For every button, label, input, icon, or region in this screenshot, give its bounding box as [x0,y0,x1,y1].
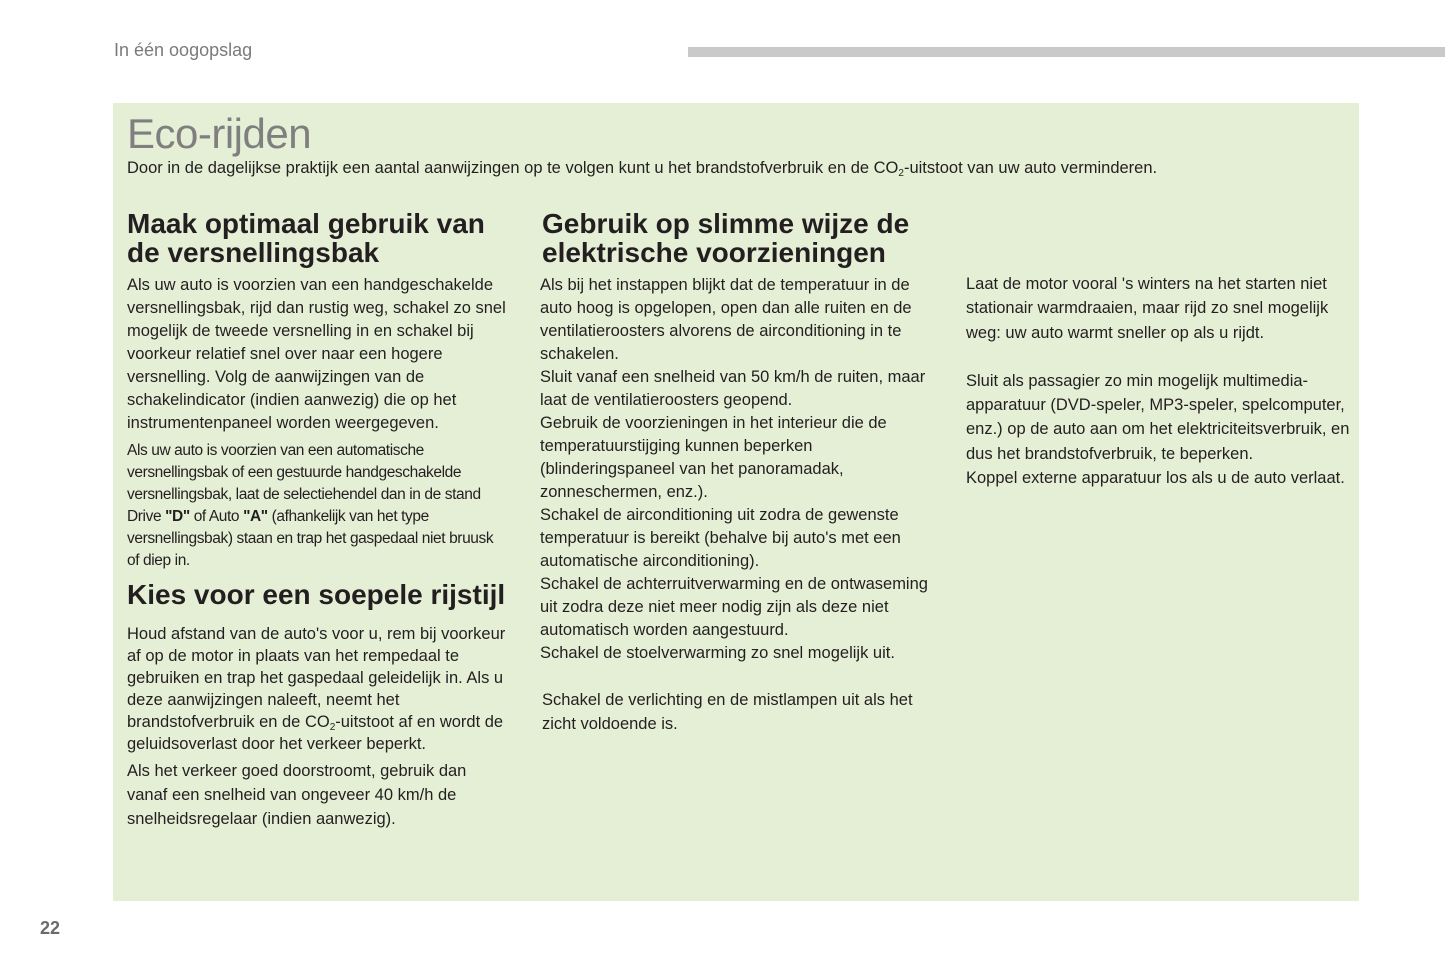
paragraph-engine-warmup: Laat de motor vooral 's winters na het starten niet stationair warmdraaien, maar rijd zo snel mogelijk weg: uw auto warmt sneller op als u rijdt. [966,275,1329,342]
paragraph-manual-gearbox: Als uw auto is voorzien van een handgeschakelde versnellingsbak, rijd dan rustig weg, schakel zo snel mogelijk de tweede versnelling in en schakel bij voorkeur relatief snel over naar een hogere versnelling. Volg de aanwijzingen van de schakelindicator (indien aanwezig) die op het instrumentenpaneel worden weergegeven. [127,276,506,432]
column-electrical [540,209,940,736]
drive-mode-d: "D" [165,508,190,525]
paragraph-rear-heating: Schakel de achterruitverwarming en de ontwaseming uit zodra deze niet meer nodig zijn als deze niet automatisch worden aangestuurd. [540,575,928,639]
automatic-text-part-b: of Auto [189,508,244,525]
automatic-text-part-a: Als uw auto is voorzien van een automatische versnellingsbak of een gestuurde handgeschakelde versnellingsbak, laat de selectiehendel dan in de stand Drive [127,442,481,525]
paragraph-automatic-gearbox [127,440,509,572]
header-divider-bar [688,47,1445,57]
heading-gearbox: Maak optimaal gebruik van de versnellingsbak [127,208,485,268]
auto-mode-a: "A" [243,508,268,525]
intro-text-after: -uitstoot van uw auto verminderen. [903,159,1158,177]
page-number: 22 [40,918,61,938]
paragraph-seat-heating: Schakel de stoelverwarming zo snel mogelijk uit. [540,644,895,662]
driving-style-text-a: Houd afstand van de auto's voor u, rem bij voorkeur af op de motor in plaats van het rempedaal te gebruiken en trap het gaspedaal geleidelijk in. Als u deze aanwijzingen naleeft, neemt het brandstofverbruik en de CO [127,625,506,731]
heading-electrical: Gebruik op slimme wijze de elektrische voorzieningen [542,208,910,268]
paragraph-cruise-control: Als het verkeer goed doorstroomt, gebruik dan vanaf een snelheid van ongeveer 40 km/h de snelheidsregelaar (indien aanwezig). [127,762,467,828]
paragraph-ventilation: Als bij het instappen blijkt dat de temperatuur in de auto hoog is opgelopen, open dan alle ruiten en de ventilatieroosters alvorens de airconditioning in te schakelen. [540,276,912,363]
column-tips [966,272,1351,490]
driving-style-co2-subscript: 2 [329,722,336,733]
automatic-text-part-c: (afhankelijk van het type versnellingsbak) staan en trap het gaspedaal niet bruusk of diep in. [127,508,494,569]
paragraph-close-windows: Sluit vanaf een snelheid van 50 km/h de ruiten, maar laat de ventilatieroosters geopend. [540,368,926,409]
intro-text [127,156,1217,180]
paragraph-driving-style [127,623,509,755]
driving-style-text-b: -uitstoot af en wordt de geluidsoverlast door het verkeer beperkt. [127,713,504,753]
paragraph-interior-shading: Gebruik de voorzieningen in het interieur die de temperatuurstijging kunnen beperken (blinderingspaneel van het panoramadak, zonneschermen, enz.). [540,414,887,501]
paragraph-airconditioning-off: Schakel de airconditioning uit zodra de gewenste temperatuur is bereikt (behalve bij auto's met een automatische airconditioning). [540,506,901,570]
paragraph-disconnect-devices: Koppel externe apparatuur los als u de auto verlaat. [966,469,1345,488]
paragraph-lights: Schakel de verlichting en de mistlampen uit als het zicht voldoende is. [542,691,913,733]
heading-driving-style: Kies voor een soepele rijstijl [127,579,506,610]
section-header-title: In één oogopslag [114,40,253,60]
intro-text-before: Door in de dagelijkse praktijk een aantal aanwijzingen op te volgen kunt u het brandstofverbruik en de CO [127,159,899,177]
paragraph-multimedia: Sluit als passagier zo min mogelijk multimedia-apparatuur (DVD-speler, MP3-speler, spelcomputer, enz.) op de auto aan om het elektriciteitsverbruik, en dus het brandstofverbruik, te beperken. [966,371,1350,463]
page-title: Eco-rijden [127,110,312,157]
intro-co2-subscript: 2 [898,168,904,179]
column-gearbox [127,209,509,831]
